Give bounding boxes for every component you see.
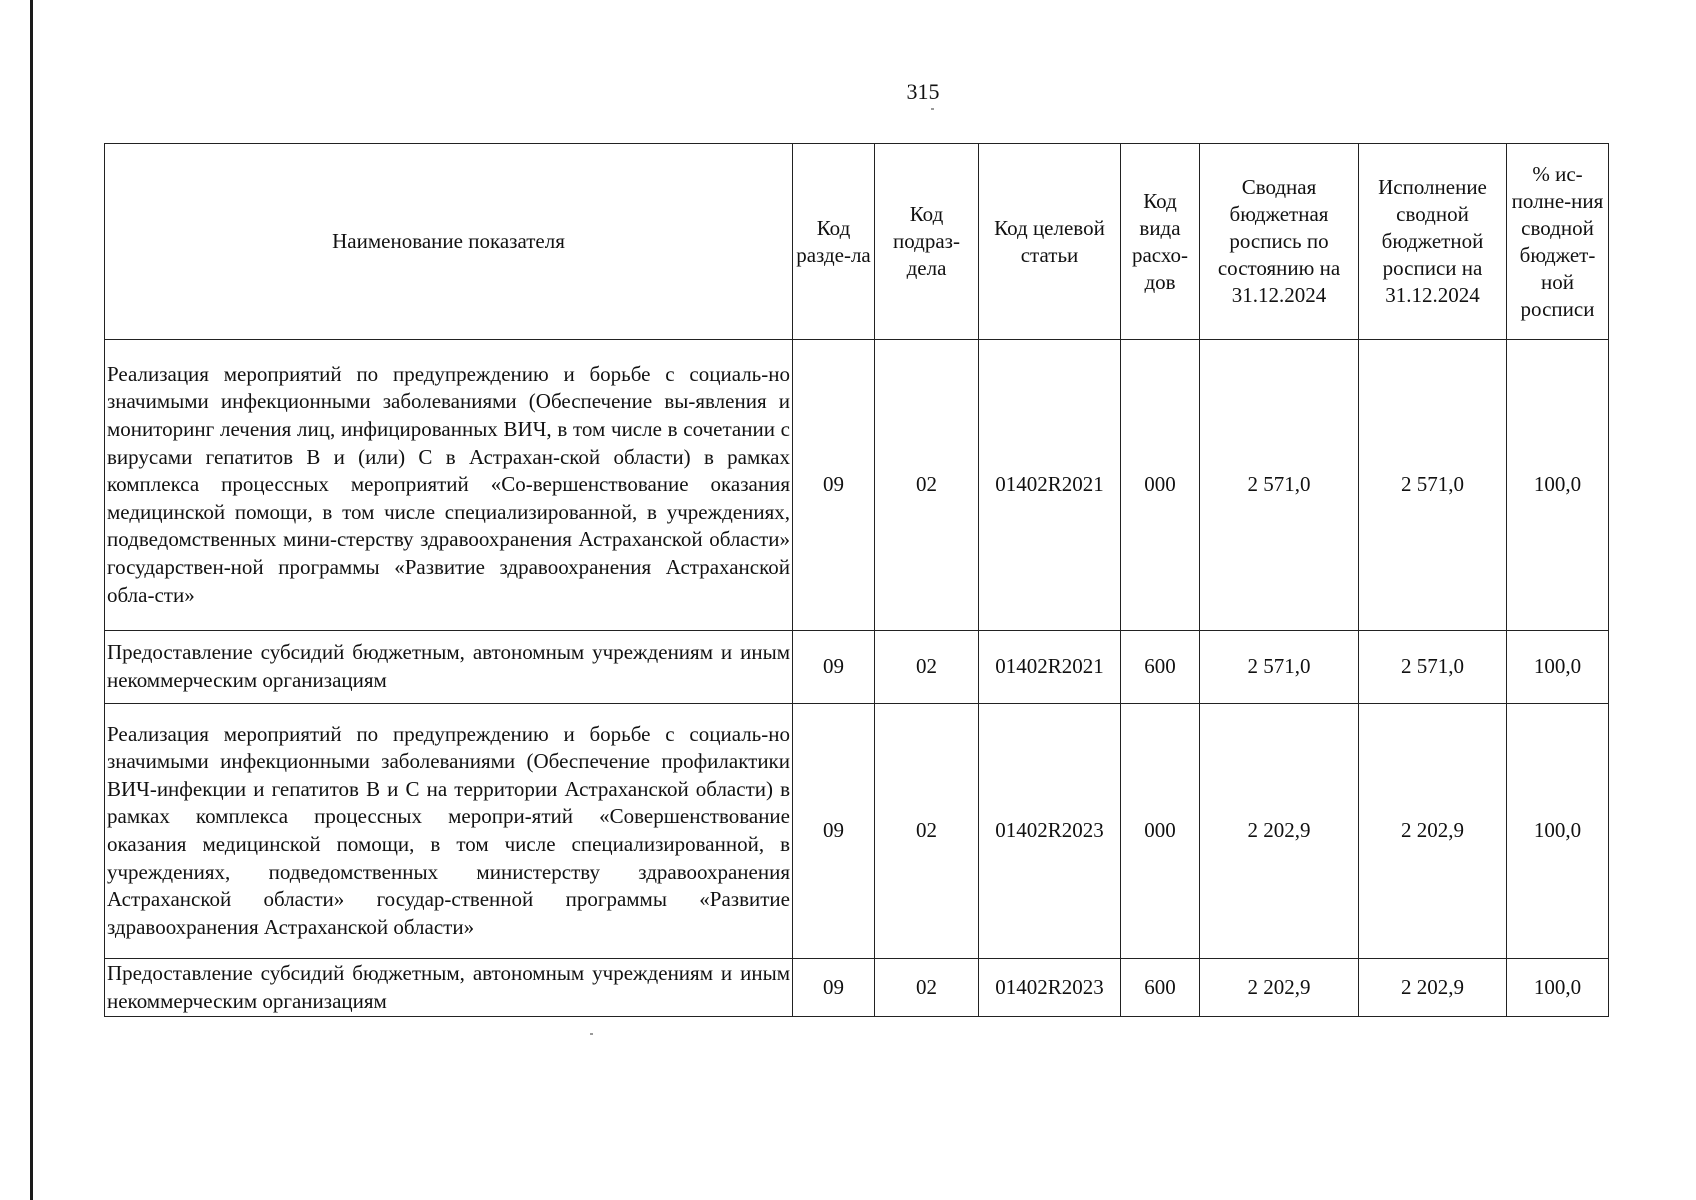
row-execution-percent: 100,0 [1507,704,1609,959]
row-budget-execution: 2 202,9 [1359,959,1507,1017]
row-section-code: 09 [793,631,875,704]
table-row [105,959,1609,1017]
row-execution-percent: 100,0 [1507,959,1609,1017]
table-header-row [105,144,1609,340]
row-section-code: 09 [793,340,875,631]
row-execution-percent: 100,0 [1507,340,1609,631]
table-row [105,631,1609,704]
row-budget-list: 2 202,9 [1200,704,1359,959]
row-target-article-code: 01402R2023 [979,704,1121,959]
row-target-article-code: 01402R2023 [979,959,1121,1017]
page-number: 315 [906,79,940,104]
row-indicator-name: Реализация мероприятий по предупреждению и борьбе с социаль-но значимыми инфекционными заболеваниями (Обеспечение профилактики ВИЧ-инфекции и гепатитов В и С на территории Астраханской области) в рамках комплекса процессных меропри-ятий «Совершенствование оказания медицинской помощи, в том числе специализированной, в учреждениях, подведомственных министерству здравоохранения Астраханской области» государ-ственной программы «Развитие здравоохранения Астраханской области» [105,704,793,959]
row-expense-type-code: 600 [1121,959,1200,1017]
row-expense-type-code: 000 [1121,340,1200,631]
row-subsection-code: 02 [875,959,979,1017]
header-execution-percent: % ис-полне-ния сводной бюджет-ной росписи [1507,144,1609,340]
header-section-code: Код разде-ла [793,144,875,340]
row-budget-execution: 2 202,9 [1359,704,1507,959]
header-budget-list: Сводная бюджетная роспись по состоянию на 31.12.2024 [1200,144,1359,340]
row-subsection-code: 02 [875,631,979,704]
row-section-code: 09 [793,959,875,1017]
row-target-article-code: 01402R2021 [979,340,1121,631]
header-target-article-code: Код целевой статьи [979,144,1121,340]
row-indicator-name: Предоставление субсидий бюджетным, автономным учреждениям и иным некоммерческим организациям [105,631,793,704]
row-expense-type-code: 000 [1121,704,1200,959]
row-subsection-code: 02 [875,340,979,631]
row-execution-percent: 100,0 [1507,631,1609,704]
row-budget-list: 2 571,0 [1200,631,1359,704]
row-budget-list: 2 202,9 [1200,959,1359,1017]
row-expense-type-code: 600 [1121,631,1200,704]
table-row [105,340,1609,631]
header-subsection-code: Код подраз-дела [875,144,979,340]
table-row [105,704,1609,959]
header-indicator-name: Наименование показателя [105,144,793,340]
row-budget-execution: 2 571,0 [1359,631,1507,704]
row-indicator-name: Предоставление субсидий бюджетным, автономным учреждениям и иным некоммерческим организациям [105,959,793,1017]
budget-execution-table [104,143,1609,1017]
header-expense-type-code: Код вида расхо-дов [1121,144,1200,340]
row-budget-list: 2 571,0 [1200,340,1359,631]
row-budget-execution: 2 571,0 [1359,340,1507,631]
row-section-code: 09 [793,704,875,959]
row-indicator-name: Реализация мероприятий по предупреждению и борьбе с социаль-но значимыми инфекционными заболеваниями (Обеспечение вы-явления и мониторинг лечения лиц, инфицированных ВИЧ, в том числе в сочетании с вирусами гепатитов В и (или) С в Астрахан-ской области) в рамках комплекса процессных мероприятий «Со-вершенствование оказания медицинской помощи, в том числе специализированной, в учреждениях, подведомственных мини-стерству здравоохранения Астраханской области» государствен-ной программы «Развитие здравоохранения Астраханской обла-сти» [105,340,793,631]
scan-speck [590,1033,593,1035]
row-target-article-code: 01402R2021 [979,631,1121,704]
scan-speck [931,108,934,110]
row-subsection-code: 02 [875,704,979,959]
header-budget-execution: Исполнение сводной бюджетной росписи на 31.12.2024 [1359,144,1507,340]
scan-margin-line [30,0,33,1200]
